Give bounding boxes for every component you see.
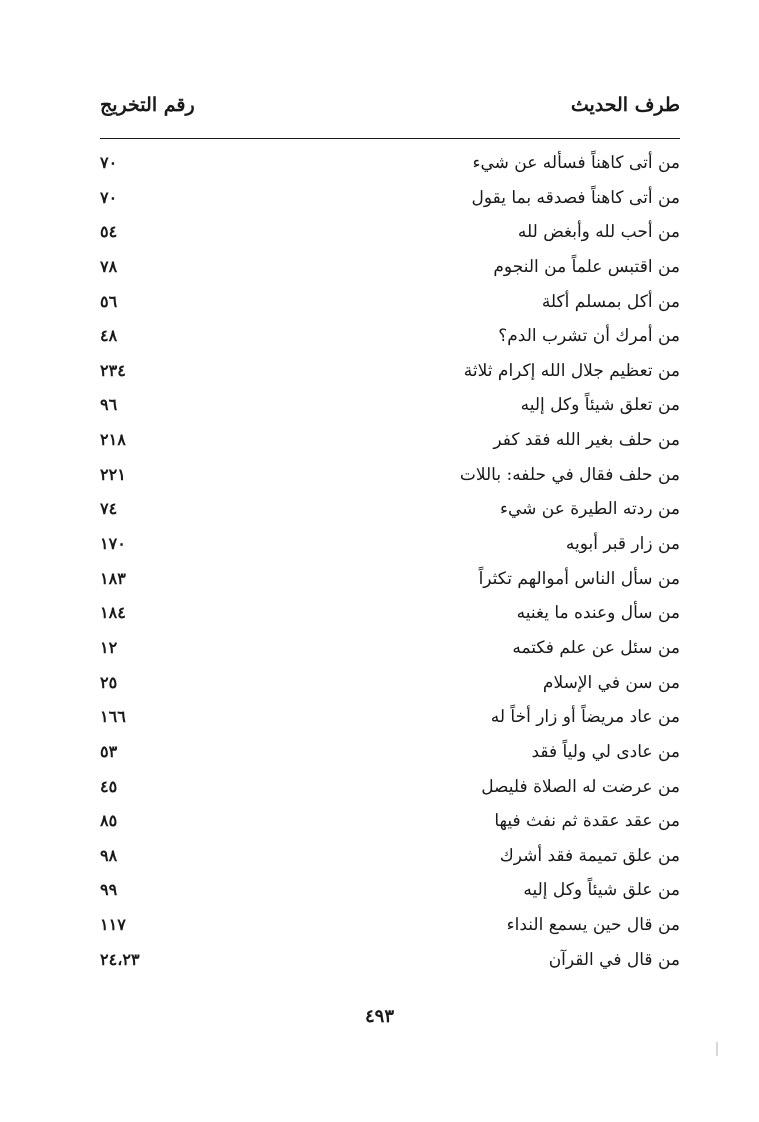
reference-number: ٢٤،٢٣ — [100, 949, 140, 969]
reference-number: ٩٩ — [100, 880, 118, 900]
hadith-incipit: من أحب لله وأبغض لله — [517, 222, 680, 243]
hadith-incipit: من عاد مريضاً أو زار أخاً له — [490, 707, 680, 728]
reference-number: ٢٣٤ — [100, 360, 126, 380]
page-number: ٤٩٣ — [364, 1006, 394, 1027]
reference-number: ٥٦ — [100, 291, 118, 311]
hadith-incipit: من زار قبر أبويه — [565, 534, 680, 555]
hadith-incipit: من أمرك أن تشرب الدم؟ — [498, 326, 680, 347]
list-item — [100, 562, 680, 597]
index-list — [100, 146, 680, 977]
list-item — [100, 319, 680, 354]
hadith-incipit: من عادى لي ولياً فقد — [531, 741, 680, 762]
list-item — [100, 770, 680, 805]
reference-number: ٩٦ — [100, 395, 118, 415]
list-item — [100, 354, 680, 389]
list-item — [100, 215, 680, 250]
reference-number: ٨٥ — [100, 811, 118, 831]
hadith-incipit: من سأل الناس أموالهم تكثراً — [478, 568, 680, 589]
list-item — [100, 285, 680, 320]
hadith-incipit: من أتى كاهناً فسأله عن شيء — [472, 153, 680, 173]
list-item — [100, 839, 680, 874]
reference-number: ٤٨ — [100, 326, 118, 346]
hadith-incipit: من تعلق شيئاً وكل إليه — [520, 395, 680, 416]
list-item — [100, 423, 680, 458]
reference-number: ٧٨ — [100, 256, 118, 276]
reference-number: ٥٣ — [100, 741, 118, 761]
reference-number: ٥٤ — [100, 222, 118, 242]
list-item — [100, 943, 680, 978]
hadith-incipit: من اقتبس علماً من النجوم — [493, 256, 680, 277]
hadith-incipit: من حلف بغير الله فقد كفر — [493, 430, 680, 451]
reference-column-heading: رقم التخريج — [100, 94, 195, 116]
list-item — [100, 458, 680, 493]
list-item — [100, 181, 680, 216]
list-item — [100, 388, 680, 423]
list-item — [100, 146, 680, 181]
hadith-incipit: من علق تميمة فقد أشرك — [499, 845, 680, 866]
list-item — [100, 908, 680, 943]
hadith-column-heading: طرف الحديث — [570, 94, 680, 116]
table-header — [100, 94, 680, 128]
list-item — [100, 700, 680, 735]
reference-number: ١١٧ — [100, 915, 126, 935]
reference-number: ٧٠ — [100, 187, 118, 207]
hadith-incipit: من عقد عقدة ثم نفث فيها — [494, 811, 680, 832]
header-divider — [100, 138, 680, 139]
reference-number: ٤٥ — [100, 776, 118, 796]
reference-number: ١٦٦ — [100, 707, 126, 727]
reference-number: ١٧٠ — [100, 534, 126, 554]
hadith-incipit: من سأل وعنده ما يغنيه — [516, 603, 680, 624]
scan-mark — [716, 1042, 718, 1056]
hadith-incipit: من أكل بمسلم أكلة — [541, 291, 680, 312]
reference-number: ٢٥ — [100, 672, 118, 692]
reference-number: ٧٤ — [100, 499, 118, 519]
list-item — [100, 666, 680, 701]
list-item — [100, 596, 680, 631]
reference-number: ١٢ — [100, 637, 118, 657]
hadith-incipit: من سن في الإسلام — [542, 672, 680, 693]
hadith-incipit: من قال حين يسمع النداء — [506, 915, 680, 936]
hadith-incipit: من حلف فقال في حلفه: باللات — [459, 464, 680, 485]
hadith-incipit: من عرضت له الصلاة فليصل — [481, 776, 680, 797]
hadith-incipit: من ردته الطيرة عن شيء — [499, 499, 680, 520]
reference-number: ١٨٣ — [100, 568, 126, 588]
list-item — [100, 631, 680, 666]
list-item — [100, 735, 680, 770]
list-item — [100, 492, 680, 527]
list-item — [100, 873, 680, 908]
list-item — [100, 250, 680, 285]
hadith-incipit: من سئل عن علم فكتمه — [512, 637, 680, 658]
reference-number: ٢١٨ — [100, 430, 126, 450]
hadith-incipit: من علق شيئاً وكل إليه — [523, 880, 680, 901]
reference-number: ٢٢١ — [100, 464, 126, 484]
list-item — [100, 804, 680, 839]
hadith-incipit: من تعظيم جلال الله إكرام ثلاثة — [463, 360, 680, 381]
hadith-incipit: من قال في القرآن — [548, 949, 680, 970]
reference-number: ٩٨ — [100, 845, 118, 865]
reference-number: ٧٠ — [100, 153, 118, 172]
hadith-incipit: من أتى كاهناً فصدقه بما يقول — [471, 187, 680, 208]
reference-number: ١٨٤ — [100, 603, 126, 623]
list-item — [100, 527, 680, 562]
